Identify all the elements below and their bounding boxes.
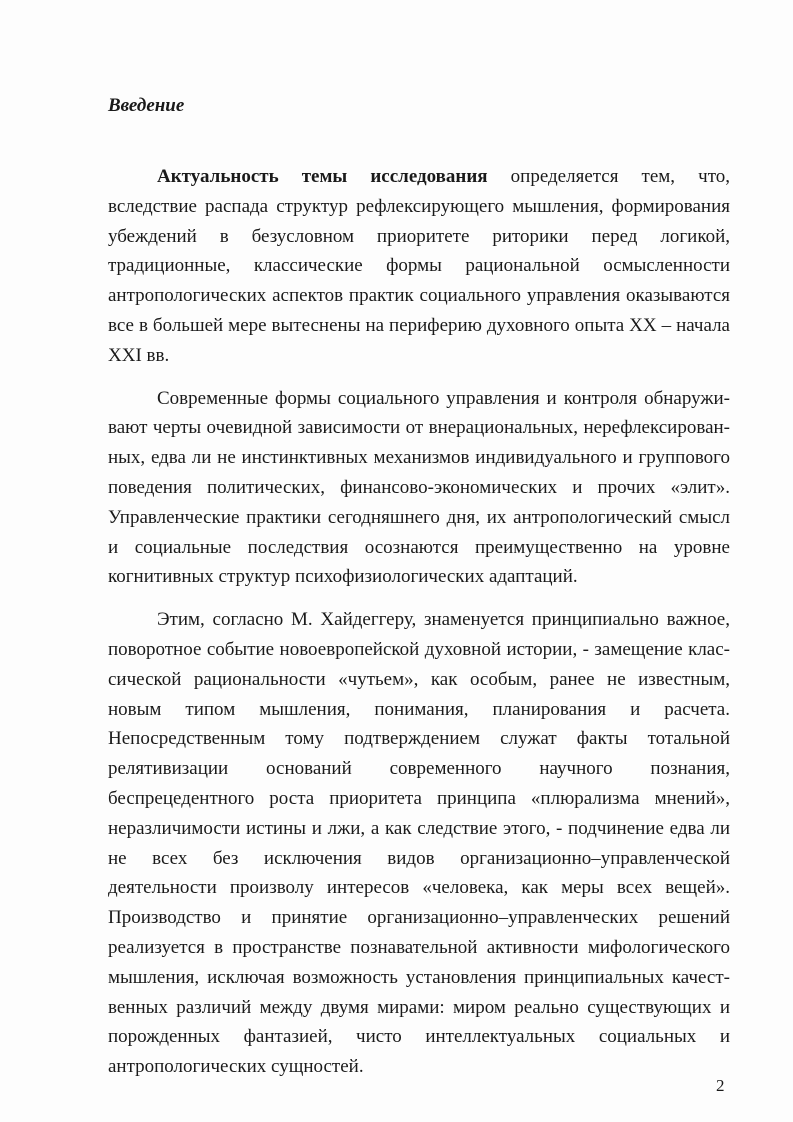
paragraph-modern-forms: Современные формы социального управления и контроля обнаруживают черты очевидной зависимости от внерациональных, нерефлексированных, едва ли не инстинктивных механизмов индивидуального и группового поведения политических, финансово-экономических и прочих «элит». Управленческие практики сегодняшнего дня, их антропологический смысл и социальные последствия осознаются преимущественно на уровне когнитивных структур психофизиологических адаптаций. xyxy=(108,387,730,588)
section-heading: Введение xyxy=(108,95,185,116)
paragraph-heidegger: Этим, согласно М. Хайдеггеру, знаменуется принципиально важное, поворотное событие новоевропейской духовной истории, - замещение классической рациональности «чутьем», как особым, ранее не известным, новым типом мышления, понимания, планирования и расчета. Непосредственным тому подтверждением служат факты тотальной релятивизации оснований современного научного познания, беспрецедентного роста приоритета принципа «плюрализма мнений», неразличимости истины и лжи, а как следствие этого, - подчинение едва ли не всех без исключения видов организационно–управленческой деятельности произволу интересов «человека, как меры всех вещей». Производство и принятие организационно–управленческих решений реализуется в пространстве познавательной активности мифологического мышления, исключая возможность установления принципиальных качественных различий между двумя мирами: миром реально существующих и порожденных фантазией, чисто интеллектуальных социальных и антропологических сущностей. xyxy=(108,609,730,1078)
paragraph-lead: Актуальность темы исследования xyxy=(157,166,488,187)
paragraph-text: определяется тем, что, вследствие распада структур рефлексирующего мышления, формирования убеждений в безусловном приоритете риторики перед логикой, традиционные, классические формы рациональной осмысленности антропологических аспектов практик социального управления оказываются все в большей мере вытеснены на периферию духовного опыта XX – начала XXI вв. xyxy=(108,166,731,366)
body-text xyxy=(108,162,730,1095)
paragraph-relevance xyxy=(108,162,730,371)
page-number: 2 xyxy=(716,1076,725,1095)
